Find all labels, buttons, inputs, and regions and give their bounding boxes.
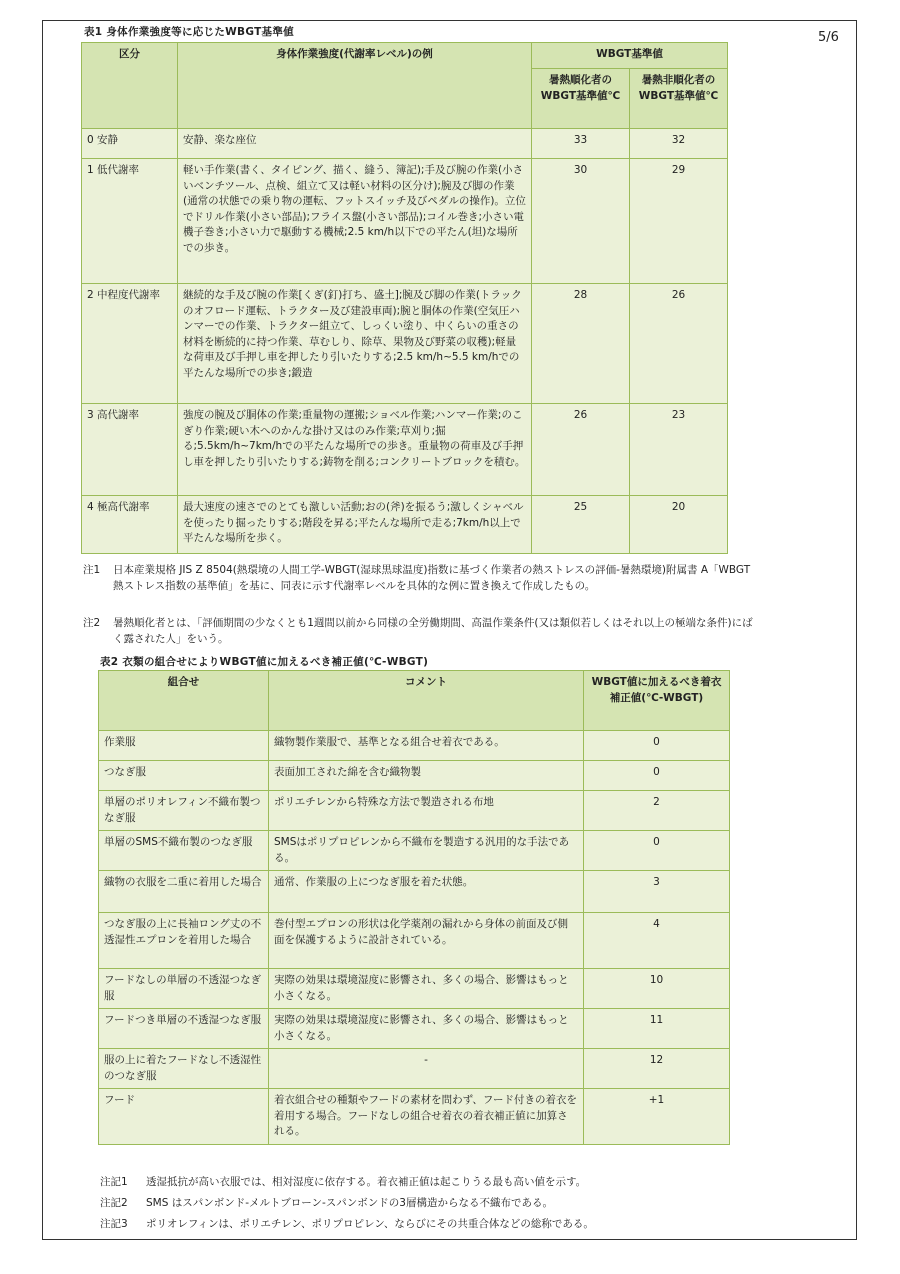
row-comment: SMSはポリプロピレンから不織布を製造する汎用的な手法である。 [269, 831, 584, 871]
row-comment: 巻付型エプロンの形状は化学薬剤の漏れから身体の前面及び側面を保護するように設計されている。 [269, 913, 584, 969]
row-comment: 表面加工された綿を含む織物製 [269, 761, 584, 791]
row-combo: 織物の衣服を二重に着用した場合 [99, 871, 269, 913]
row-correction: +1 [584, 1089, 730, 1145]
row-correction: 12 [584, 1049, 730, 1089]
header-combo: 組合せ [99, 671, 269, 731]
note-1-text: 日本産業規格 JIS Z 8504(熱環境の人間工学-WBGT(湿球黒球温度)指数に基づく作業者の熱ストレスの評価-暑熱環境)附属書 A「WBGT 熱ストレス指数の基準値」を基に、同表に示す代謝率レベルを具体的な例に置き換えて作成したもの。 [113, 564, 751, 592]
table-row [82, 496, 728, 554]
note-2-label: 注2 [83, 617, 101, 629]
row-combo: フードつき単層の不透湿つなぎ服 [99, 1009, 269, 1049]
row-comment: 織物製作業服で、基準となる組合せ着衣である。 [269, 731, 584, 761]
row-example: 最大速度の速さでのとても激しい活動;おの(斧)を振るう;激しくシャベルを使ったり掘ったりする;階段を昇る;平たんな場所で走る;7km/h以上で平たんな場所を歩く。 [178, 496, 532, 554]
header-not-acclimatized: 暑熱非順化者のWBGT基準値℃ [630, 69, 728, 129]
table-row [99, 731, 730, 761]
header-example: 身体作業強度(代謝率レベル)の例 [178, 43, 532, 129]
row-correction: 0 [584, 761, 730, 791]
row-correction: 2 [584, 791, 730, 831]
row-comment: 着衣組合せの種類やフードの素材を問わず、フード付きの着衣を着用する場合。フードなしの組合せ着衣の着衣補正値に加算される。 [269, 1089, 584, 1145]
row-correction: 3 [584, 871, 730, 913]
table-row [82, 284, 728, 404]
row-combo: フードなしの単層の不透湿つなぎ服 [99, 969, 269, 1009]
remark-3-label: 注記3 [100, 1218, 128, 1230]
row-combo: つなぎ服 [99, 761, 269, 791]
row-comment: 通常、作業服の上につなぎ服を着た状態。 [269, 871, 584, 913]
remark-2-text: SMS はスパンボンド-メルトブローン-スパンボンドの3層構造からなる不織布である。 [146, 1197, 553, 1209]
remark-2-label: 注記2 [100, 1197, 128, 1209]
row-combo: 作業服 [99, 731, 269, 761]
row-category: 0 安静 [82, 129, 178, 159]
table-row [99, 1089, 730, 1145]
table-row [82, 129, 728, 159]
remark-1 [100, 1174, 740, 1190]
note-1 [83, 562, 753, 612]
row-wbgt-acclimatized: 25 [532, 496, 630, 554]
row-wbgt-acclimatized: 33 [532, 129, 630, 159]
table1-caption: 表1 身体作業強度等に応じたWBGT基準値 [84, 26, 294, 38]
row-correction: 0 [584, 831, 730, 871]
row-wbgt-not-acclimatized: 26 [630, 284, 728, 404]
row-correction: 0 [584, 731, 730, 761]
remark-1-label: 注記1 [100, 1176, 128, 1188]
header-wbgt: WBGT基準値 [532, 43, 728, 69]
row-wbgt-acclimatized: 28 [532, 284, 630, 404]
page-number: 5/6 [818, 30, 839, 45]
table-row [99, 831, 730, 871]
note-1-label: 注1 [83, 564, 101, 576]
row-combo: 服の上に着たフードなし不透湿性のつなぎ服 [99, 1049, 269, 1089]
row-combo: 単層のSMS不織布製のつなぎ服 [99, 831, 269, 871]
row-wbgt-acclimatized: 30 [532, 159, 630, 284]
table-row [82, 404, 728, 496]
remark-1-text: 透湿抵抗が高い衣服では、相対湿度に依存する。着衣補正値は起こりうる最も高い値を示す。 [146, 1176, 587, 1188]
row-example: 軽い手作業(書く、タイピング、描く、縫う、簿記);手及び腕の作業(小さいベンチツール、点検、組立て又は軽い材料の区分け);腕及び脚の作業(通常の状態での乗り物の運転、フットスイッチ及びペダルの操作)。立位でドリル作業(小さい部品);フライス盤(小さい部品);コイル巻き;小さい電機子巻き;小さい力で駆動する機械;2.5 km/h以下での平たん(坦)な場所での歩き。 [178, 159, 532, 284]
table2-caption: 表2 衣類の組合せによりWBGT値に加えるべき補正値(℃-WBGT) [100, 656, 429, 668]
row-combo: 単層のポリオレフィン不織布製つなぎ服 [99, 791, 269, 831]
row-wbgt-not-acclimatized: 29 [630, 159, 728, 284]
row-comment: - [269, 1049, 584, 1089]
table-row [99, 871, 730, 913]
remark-2 [100, 1195, 740, 1211]
row-wbgt-not-acclimatized: 20 [630, 496, 728, 554]
table-row [99, 913, 730, 969]
row-comment: ポリエチレンから特殊な方法で製造される布地 [269, 791, 584, 831]
row-comment: 実際の効果は環境湿度に影響され、多くの場合、影響はもっと小さくなる。 [269, 969, 584, 1009]
row-correction: 10 [584, 969, 730, 1009]
note-2 [83, 615, 753, 649]
row-category: 1 低代謝率 [82, 159, 178, 284]
table-row [99, 969, 730, 1009]
table-row [99, 791, 730, 831]
row-comment: 実際の効果は環境湿度に影響され、多くの場合、影響はもっと小さくなる。 [269, 1009, 584, 1049]
row-correction: 11 [584, 1009, 730, 1049]
row-example: 継続的な手及び腕の作業[くぎ(釘)打ち、盛土];腕及び脚の作業(トラックのオフロード運転、トラクター及び建設車両);腕と胴体の作業(空気圧ハンマーでの作業、トラクター組立て、しっくい塗り、中くらいの重さの材料を断続的に持つ作業、草むしり、除草、果物及び野菜の収穫);軽量な荷車及び手押し車を押したり引いたりする;2.5 km/h~5.5 km/hでの平たんな場所での歩き;鍛造 [178, 284, 532, 404]
table-row [99, 761, 730, 791]
row-category: 3 高代謝率 [82, 404, 178, 496]
row-example: 安静、楽な座位 [178, 129, 532, 159]
remark-3-text: ポリオレフィンは、ポリエチレン、ポリプロピレン、ならびにその共重合体などの総称である。 [146, 1218, 594, 1230]
table-row [99, 1049, 730, 1089]
table-row [82, 159, 728, 284]
header-category: 区分 [82, 43, 178, 129]
row-correction: 4 [584, 913, 730, 969]
row-wbgt-acclimatized: 26 [532, 404, 630, 496]
row-category: 2 中程度代謝率 [82, 284, 178, 404]
row-wbgt-not-acclimatized: 32 [630, 129, 728, 159]
row-combo: フード [99, 1089, 269, 1145]
table-row [99, 1009, 730, 1049]
row-wbgt-not-acclimatized: 23 [630, 404, 728, 496]
header-comment: コメント [269, 671, 584, 731]
remark-3 [100, 1216, 740, 1232]
row-combo: つなぎ服の上に長袖ロング丈の不透湿性エプロンを着用した場合 [99, 913, 269, 969]
row-category: 4 極高代謝率 [82, 496, 178, 554]
header-correction: WBGT値に加えるべき着衣補正値(℃-WBGT) [584, 671, 730, 731]
header-acclimatized: 暑熱順化者のWBGT基準値℃ [532, 69, 630, 129]
wbgt-standard-table [81, 42, 728, 554]
row-example: 強度の腕及び胴体の作業;重量物の運搬;ショベル作業;ハンマー作業;のこぎり作業;硬い木へのかんな掛け又はのみ作業;草刈り;掘る;5.5km/h~7km/hでの平たんな場所での歩き。重量物の荷車及び手押し車を押したり引いたりする;鋳物を削る;コンクリートブロックを積む。 [178, 404, 532, 496]
note-2-text: 暑熱順化者とは、「評価期間の少なくとも1週間以前から同様の全労働期間、高温作業条件(又は類似若しくはそれ以上の極端な条件)にばく露された人」をいう。 [113, 617, 753, 645]
clothing-correction-table [98, 670, 730, 1145]
